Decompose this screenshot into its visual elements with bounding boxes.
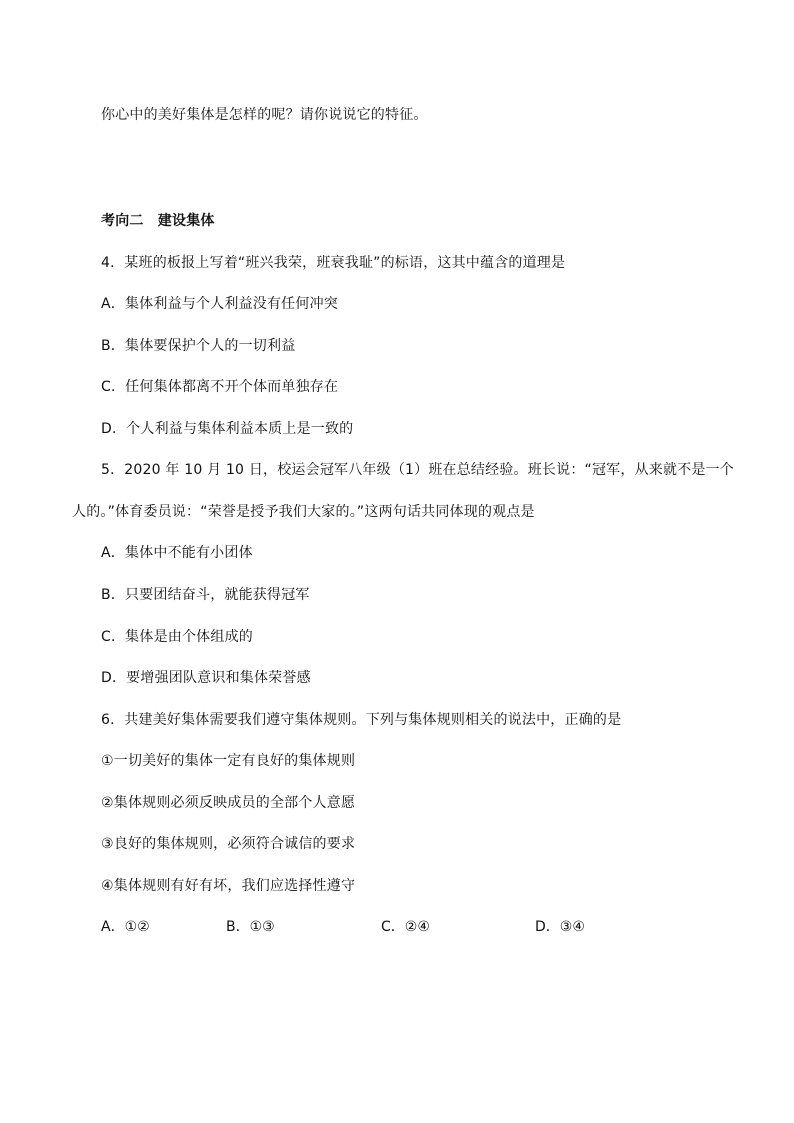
q6-option-a: A．①② [101, 919, 150, 935]
q6-statement-3: ③良好的集体规则，必须符合诚信的要求 [101, 836, 356, 852]
intro-question: 你心中的美好集体是怎样的呢？请你说说它的特征。 [101, 107, 428, 123]
q4-option-c: C．任何集体都离不开个体而单独存在 [101, 379, 339, 395]
q6-stem: 6．共建美好集体需要我们遵守集体规则。下列与集体规则相关的说法中，正确的是 [101, 712, 622, 728]
q4-option-d: D．个人利益与集体利益本质上是一致的 [101, 421, 354, 437]
q4-stem: 4．某班的板报上写着“班兴我荣，班衰我耻”的标语，这其中蕴含的道理是 [101, 255, 566, 271]
q5-option-a: A．集体中不能有小团体 [101, 545, 253, 561]
q6-statement-4: ④集体规则有好有坏，我们应选择性遵守 [101, 878, 356, 894]
q6-options-row [101, 917, 621, 937]
q6-option-c: C．②④ [381, 919, 430, 935]
q6-option-d: D．③④ [535, 919, 585, 935]
q6-option-b: B．①③ [226, 919, 275, 935]
q6-statement-2: ②集体规则必须反映成员的全部个人意愿 [101, 795, 356, 811]
q5-stem-line1: 5．2020 年 10 月 10 日，校运会冠军八年级（1）班在总结经验。班长说：“冠军，从来就不是一个 [101, 462, 734, 478]
q5-stem-line2: 人的。”体育委员说：“荣誉是授予我们大家的。”这两句话共同体现的观点是 [72, 504, 535, 520]
q4-option-a: A．集体利益与个人利益没有任何冲突 [101, 296, 338, 312]
q5-option-c: C．集体是由个体组成的 [101, 629, 253, 645]
section-heading: 考向二 建设集体 [101, 213, 215, 229]
q4-option-b: B．集体要保护个人的一切利益 [101, 338, 296, 354]
q5-option-b: B．只要团结奋斗，就能获得冠军 [101, 587, 310, 603]
q6-statement-1: ①一切美好的集体一定有良好的集体规则 [101, 753, 356, 769]
q5-option-d: D．要增强团队意识和集体荣誉感 [101, 670, 311, 686]
